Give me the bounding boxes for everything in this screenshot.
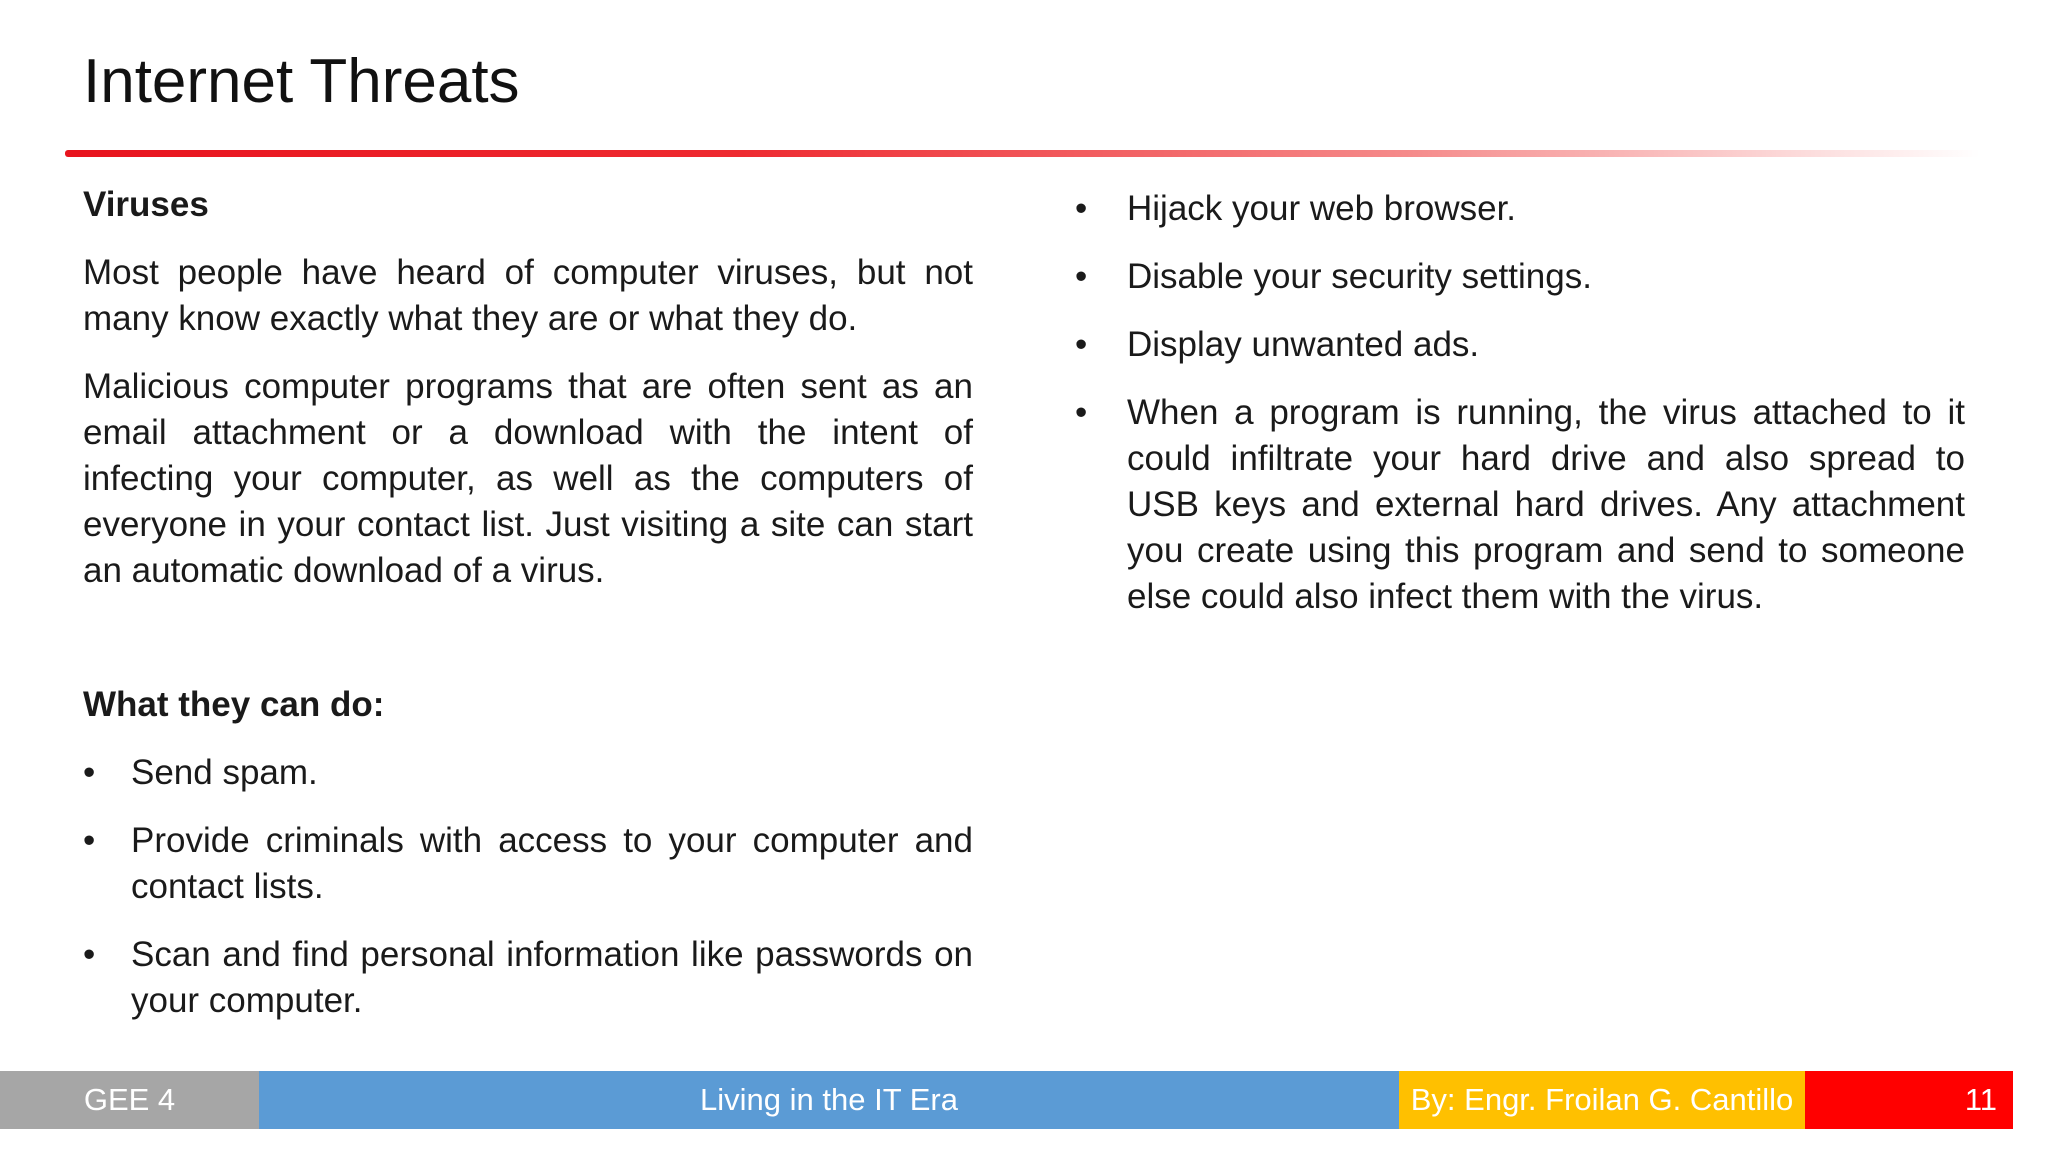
left-column [83,180,973,1046]
footer-author: By: Engr. Froilan G. Cantillo [1399,1071,1805,1129]
bullet-icon: • [83,935,96,974]
list-item-text: Send spam. [131,753,318,792]
slide-title: Internet Threats [83,47,520,116]
list-item [83,818,973,910]
list-item-text: Provide criminals with access to your computer and contact lists. [131,821,973,906]
section-heading-what-they-can-do: What they can do: [83,685,385,724]
list-item-text: Scan and find personal information like passwords on your computer. [131,935,973,1020]
list-item [1075,390,1965,620]
bullet-list [83,750,973,1024]
bullet-list [1075,186,1965,620]
bullet-icon: • [1075,393,1088,432]
slide-footer [0,1071,2013,1129]
bullet-icon: • [83,753,96,792]
list-item [1075,186,1965,232]
paragraph: Malicious computer programs that are often sent as an email attachment or a download with the intent of infecting your computer, as well as the computers of everyone in your contact list. Just visiting a site can start an automatic download of a virus. [83,367,973,590]
footer-page-number-box [1805,1071,2013,1129]
paragraph: Most people have heard of computer viruses, but not many know exactly what they are or what they do. [83,253,973,338]
title-underline [65,150,1980,157]
list-item-text: Display unwanted ads. [1127,325,1480,364]
list-item [83,750,973,796]
list-item [1075,322,1965,368]
list-item [83,932,973,1024]
bullet-icon: • [1075,325,1088,364]
footer-course: GEE 4 [0,1071,259,1129]
list-item-text: Hijack your web browser. [1127,189,1517,228]
list-item-text: Disable your security settings. [1127,257,1592,296]
bullet-icon: • [83,821,96,860]
section-heading-viruses: Viruses [83,185,209,224]
list-item-text: When a program is running, the virus attached to it could infiltrate your hard drive and also spread to USB keys and external hard drives. Any attachment you create using this program and send to someone else could also infect them with the virus. [1127,393,1965,616]
bullet-icon: • [1075,257,1088,296]
page-number: 11 [1964,1082,1997,1117]
footer-subject: Living in the IT Era [259,1071,1399,1129]
bullet-icon: • [1075,189,1088,228]
list-item [1075,254,1965,300]
right-column [1075,186,1965,642]
